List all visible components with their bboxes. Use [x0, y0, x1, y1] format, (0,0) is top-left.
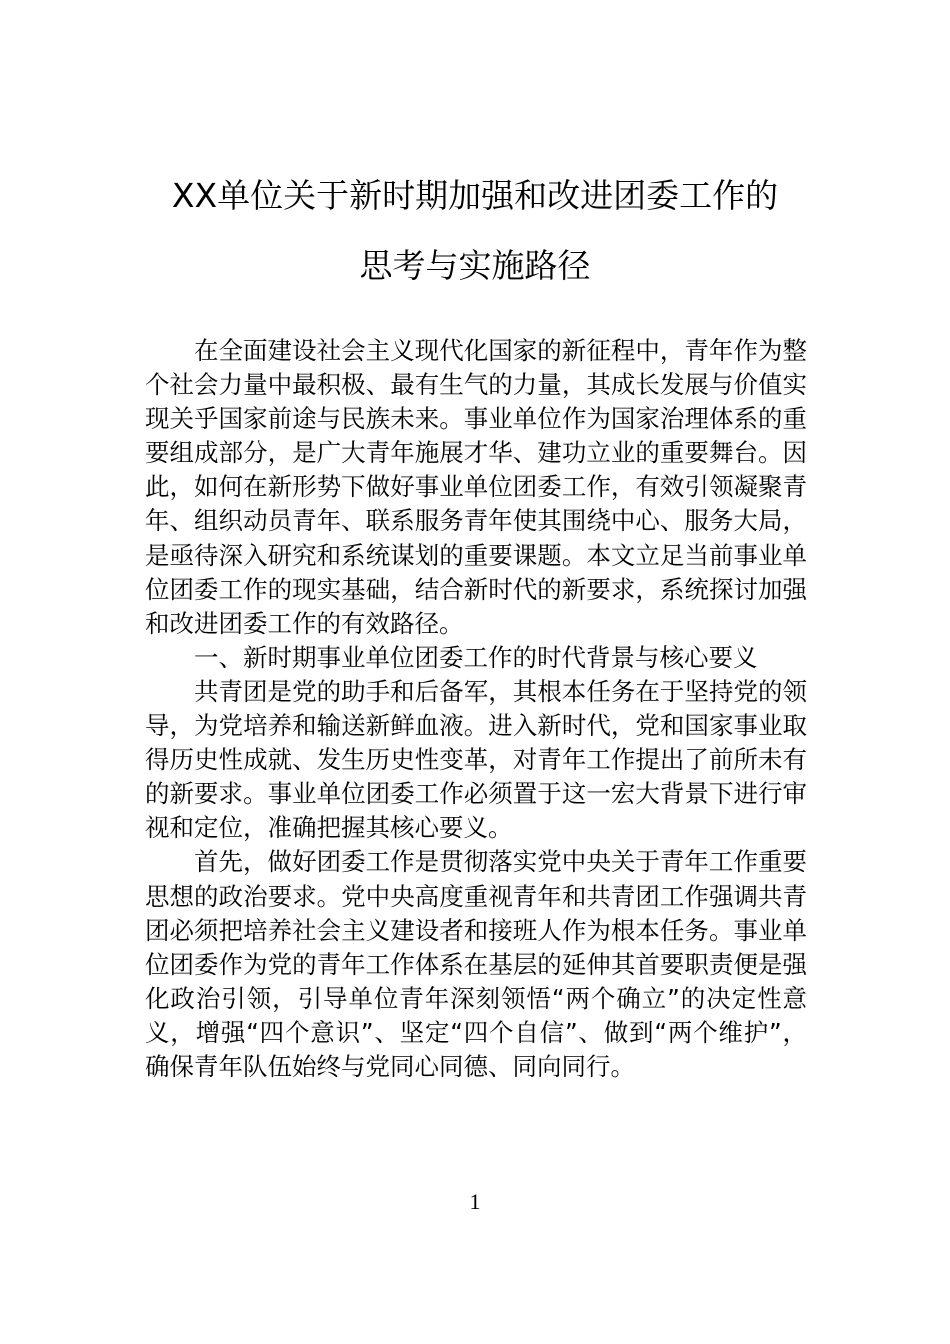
- document-title-line-1: XX单位关于新时期加强和改进团委工作的: [171, 176, 779, 215]
- intro-paragraph: 在全面建设社会主义现代化国家的新征程中，青年作为整个社会力量中最积极、最有生气的力量，其成长发展与价值实现关乎国家前途与民族未来。事业单位作为国家治理体系的重要组成部分，是广大青年施展才华、建功立业的重要舞台。因此，如何在新形势下做好事业单位团委工作，有效引领凝聚青年、组织动员青年、联系服务青年使其围绕中心、服务大局，是亟待深入研究和系统谋划的重要课题。本文立足当前事业单位团委工作的现实基础，结合新时代的新要求，系统探讨加强和改进团委工作的有效路径。: [145, 336, 807, 638]
- document-body: [145, 334, 807, 1084]
- page-number: 1: [469, 1189, 481, 1214]
- document-title-line-2: 思考与实施路径: [359, 246, 591, 285]
- body-paragraph: 共青团是党的助手和后备军，其根本任务在于坚持党的领导，为党培养和输送新鲜血液。进入新时代，党和国家事业取得历史性成就、发生历史性变革，对青年工作提出了前所未有的新要求。事业单位团委工作必须置于这一宏大背景下进行审视和定位，准确把握其核心要义。: [145, 676, 807, 843]
- section-heading: 一、新时期事业单位团委工作的时代背景与核心要义: [194, 642, 758, 672]
- body-paragraph: 首先，做好团委工作是贯彻落实党中央关于青年工作重要思想的政治要求。党中央高度重视青年和共青团工作强调共青团必须把培养社会主义建设者和接班人作为根本任务。事业单位团委作为党的青年工作体系在基层的延伸其首要职责便是强化政治引领，引导单位青年深刻领悟“两个确立”的决定性意义，增强“四个意识”、坚定“四个自信”、做到“两个维护”，确保青年队伍始终与党同心同德、同向同行。: [145, 847, 807, 1081]
